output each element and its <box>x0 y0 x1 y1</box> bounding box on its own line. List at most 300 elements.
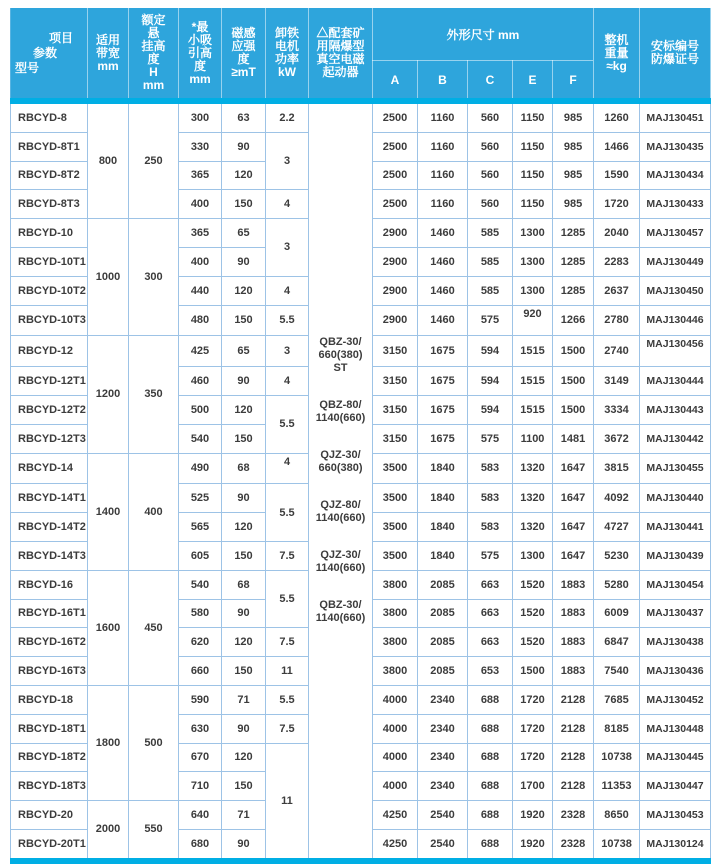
cell-b: 2085 <box>418 628 468 657</box>
cell-f: 1647 <box>553 453 594 484</box>
cell-power: 11 <box>266 657 309 686</box>
cell-c: 575 <box>468 541 513 570</box>
cell-attract: 400 <box>179 247 222 276</box>
cell-attract: 580 <box>179 599 222 628</box>
cell-mag: 68 <box>222 453 266 484</box>
header-line: *最 <box>191 19 209 34</box>
cell-mag: 63 <box>222 101 266 132</box>
cell-mag: 120 <box>222 395 266 424</box>
cell-e: 1520 <box>513 599 553 628</box>
cell-c: 575 <box>468 305 513 336</box>
cell-cert: MAJ130441 <box>640 513 711 542</box>
cell-e: 1150 <box>513 132 553 161</box>
cell-c: 688 <box>468 743 513 772</box>
cell-a: 4250 <box>373 801 418 830</box>
header-line: 适用 <box>95 32 120 47</box>
cell-f: 1883 <box>553 657 594 686</box>
cell-weight: 1466 <box>594 132 640 161</box>
cell-a: 3150 <box>373 336 418 367</box>
cell-e: 920 <box>513 305 553 336</box>
cell-weight: 6009 <box>594 599 640 628</box>
cell-e: 1320 <box>513 453 553 484</box>
cell-f: 2128 <box>553 772 594 801</box>
cell-power: 3 <box>266 336 309 367</box>
header-line: mm <box>189 71 211 86</box>
cell-c: 663 <box>468 599 513 628</box>
cell-b: 1840 <box>418 541 468 570</box>
cell-c: 663 <box>468 628 513 657</box>
header-line: mm <box>142 78 165 92</box>
cell-mag: 71 <box>222 801 266 830</box>
cell-cert: MAJ130447 <box>640 772 711 801</box>
cell-e: 1920 <box>513 801 553 830</box>
cell-attract: 400 <box>179 190 222 219</box>
cell-cert: MAJ130455 <box>640 453 711 484</box>
cell-cert: MAJ130437 <box>640 599 711 628</box>
table-header <box>11 8 711 101</box>
cell-b: 1840 <box>418 513 468 542</box>
cell-attract: 365 <box>179 161 222 190</box>
cell-e: 1500 <box>513 657 553 686</box>
cell-cert: MAJ130457 <box>640 219 711 248</box>
cell-weight: 1590 <box>594 161 640 190</box>
cell-b: 1675 <box>418 424 468 453</box>
cell-power: 11 <box>266 743 309 861</box>
cell-power: 5.5 <box>266 305 309 336</box>
cell-mag: 150 <box>222 424 266 453</box>
cell-model: RBCYD-20T1 <box>11 829 88 860</box>
cell-b: 1160 <box>418 101 468 132</box>
cell-attract: 525 <box>179 484 222 513</box>
cell-power: 7.5 <box>266 628 309 657</box>
cell-mag: 90 <box>222 599 266 628</box>
cell-starter <box>309 101 373 861</box>
header-line: 参数 <box>33 45 58 60</box>
header-magnetic <box>222 8 266 101</box>
cell-e: 1300 <box>513 541 553 570</box>
cell-b: 1160 <box>418 132 468 161</box>
cell-attract: 500 <box>179 395 222 424</box>
header-line: 电机 <box>274 39 299 53</box>
cell-f: 1883 <box>553 628 594 657</box>
cell-b: 1160 <box>418 190 468 219</box>
cell-c: 594 <box>468 367 513 396</box>
cell-model: RBCYD-16T2 <box>11 628 88 657</box>
cell-c: 583 <box>468 453 513 484</box>
cell-b: 2085 <box>418 657 468 686</box>
starter-entry: QJZ-30/ 660(380) <box>318 449 363 475</box>
header-line: 用隔爆型 <box>316 39 365 53</box>
cell-model: RBCYD-10T1 <box>11 247 88 276</box>
cell-cert: MAJ130446 <box>640 305 711 336</box>
cell-f: 985 <box>553 132 594 161</box>
cell-c: 594 <box>468 336 513 367</box>
cell-f: 1883 <box>553 570 594 599</box>
cell-e: 1720 <box>513 685 553 714</box>
cell-cert: MAJ130435 <box>640 132 711 161</box>
cell-model: RBCYD-18T3 <box>11 772 88 801</box>
cell-e: 1515 <box>513 367 553 396</box>
cell-b: 1675 <box>418 395 468 424</box>
cell-a: 2500 <box>373 190 418 219</box>
cell-width: 1200 <box>88 336 129 453</box>
starter-entry: QJZ-30/ 1140(660) <box>315 549 366 575</box>
header-dimensions: 外形尺寸 mm <box>373 8 594 61</box>
cell-model: RBCYD-12 <box>11 336 88 367</box>
cell-attract: 330 <box>179 132 222 161</box>
cell-model: RBCYD-8T2 <box>11 161 88 190</box>
cell-mag: 120 <box>222 628 266 657</box>
cell-weight: 4092 <box>594 484 640 513</box>
header-line: kW <box>278 65 296 79</box>
cell-mag: 120 <box>222 161 266 190</box>
cell-height: 350 <box>129 336 179 453</box>
cell-f: 2128 <box>553 743 594 772</box>
starter-entry: QBZ-80/ 1140(660) <box>315 399 366 425</box>
cell-a: 2900 <box>373 276 418 305</box>
header-dim-f: F <box>553 61 594 102</box>
cell-f: 1883 <box>553 599 594 628</box>
header-dim-a: A <box>373 61 418 102</box>
cell-e: 1100 <box>513 424 553 453</box>
cell-b: 2340 <box>418 685 468 714</box>
cell-a: 3150 <box>373 367 418 396</box>
cell-a: 3150 <box>373 395 418 424</box>
starter-entry: QJZ-80/ 1140(660) <box>315 499 366 525</box>
cell-c: 560 <box>468 190 513 219</box>
cell-mag: 68 <box>222 570 266 599</box>
cell-cert: MAJ130452 <box>640 685 711 714</box>
header-min-attract <box>179 8 222 101</box>
cell-attract: 680 <box>179 829 222 860</box>
cell-f: 1285 <box>553 219 594 248</box>
table-body <box>11 101 711 861</box>
table-row <box>11 101 711 132</box>
cell-weight: 10738 <box>594 743 640 772</box>
cell-weight: 4727 <box>594 513 640 542</box>
cell-b: 2540 <box>418 801 468 830</box>
cell-cert: MAJ130442 <box>640 424 711 453</box>
header-line: 项目 <box>49 30 74 45</box>
cell-b: 1160 <box>418 161 468 190</box>
cell-power: 5.5 <box>266 395 309 453</box>
cell-c: 585 <box>468 219 513 248</box>
cell-mag: 120 <box>222 276 266 305</box>
cell-attract: 660 <box>179 657 222 686</box>
header-line: 重量 <box>604 45 629 60</box>
cell-width: 1000 <box>88 219 129 336</box>
cell-weight: 2780 <box>594 305 640 336</box>
cell-cert: MAJ130436 <box>640 657 711 686</box>
cell-c: 583 <box>468 484 513 513</box>
spec-table <box>10 8 711 864</box>
cell-b: 2340 <box>418 743 468 772</box>
cell-weight: 1260 <box>594 101 640 132</box>
header-dim-c: C <box>468 61 513 102</box>
cell-height: 250 <box>129 101 179 219</box>
cell-c: 688 <box>468 772 513 801</box>
cell-a: 4250 <box>373 829 418 860</box>
cell-cert: MAJ130451 <box>640 101 711 132</box>
cell-model: RBCYD-10T2 <box>11 276 88 305</box>
cell-mag: 150 <box>222 190 266 219</box>
cell-model: RBCYD-8T3 <box>11 190 88 219</box>
cell-attract: 460 <box>179 367 222 396</box>
header-motor-power <box>266 8 309 101</box>
header-dim-b: B <box>418 61 468 102</box>
cell-b: 1460 <box>418 219 468 248</box>
cell-e: 1300 <box>513 276 553 305</box>
cell-e: 1320 <box>513 513 553 542</box>
cell-e: 1320 <box>513 484 553 513</box>
cell-cert: MAJ130443 <box>640 395 711 424</box>
cell-a: 4000 <box>373 772 418 801</box>
cell-power: 7.5 <box>266 541 309 570</box>
cell-attract: 365 <box>179 219 222 248</box>
cell-a: 2500 <box>373 132 418 161</box>
cell-f: 2328 <box>553 801 594 830</box>
cell-power: 4 <box>266 276 309 305</box>
cell-power: 5.5 <box>266 685 309 714</box>
cell-a: 2500 <box>373 101 418 132</box>
cell-c: 653 <box>468 657 513 686</box>
cell-a: 3800 <box>373 570 418 599</box>
header-line: 卸铁 <box>274 26 299 40</box>
cell-attract: 300 <box>179 101 222 132</box>
cell-cert: MAJ130450 <box>640 276 711 305</box>
cell-mag: 90 <box>222 132 266 161</box>
cell-c: 688 <box>468 714 513 743</box>
cell-power: 5.5 <box>266 484 309 542</box>
cell-c: 688 <box>468 829 513 860</box>
cell-e: 1520 <box>513 628 553 657</box>
cell-attract: 640 <box>179 801 222 830</box>
cell-b: 2540 <box>418 829 468 860</box>
cell-cert: MAJ130438 <box>640 628 711 657</box>
cell-mag: 90 <box>222 484 266 513</box>
cell-attract: 540 <box>179 570 222 599</box>
cell-cert: MAJ130124 <box>640 829 711 860</box>
cell-b: 2340 <box>418 772 468 801</box>
cell-attract: 630 <box>179 714 222 743</box>
cell-weight: 2637 <box>594 276 640 305</box>
header-line: 真空电磁 <box>316 52 365 66</box>
cell-f: 1500 <box>553 395 594 424</box>
cell-attract: 540 <box>179 424 222 453</box>
header-line: 型号 <box>15 60 40 75</box>
header-line: 度 <box>193 58 206 73</box>
cell-model: RBCYD-18T1 <box>11 714 88 743</box>
cell-weight: 2283 <box>594 247 640 276</box>
cell-weight: 5280 <box>594 570 640 599</box>
header-line: mm <box>97 58 119 73</box>
cell-weight: 3149 <box>594 367 640 396</box>
header-line: 小吸 <box>187 32 212 47</box>
cell-e: 1520 <box>513 570 553 599</box>
cell-weight: 3334 <box>594 395 640 424</box>
header-line: 功率 <box>274 52 299 66</box>
cell-a: 3500 <box>373 484 418 513</box>
cell-e: 1720 <box>513 714 553 743</box>
cell-f: 1266 <box>553 305 594 336</box>
header-dim-e: E <box>513 61 553 102</box>
cell-a: 2900 <box>373 305 418 336</box>
cell-cert: MAJ130449 <box>640 247 711 276</box>
cell-height: 550 <box>129 801 179 861</box>
header-bandwidth <box>88 8 129 101</box>
cell-model: RBCYD-16 <box>11 570 88 599</box>
cell-e: 1720 <box>513 743 553 772</box>
cell-model: RBCYD-8 <box>11 101 88 132</box>
header-line: H <box>149 65 158 79</box>
header-line: 安标编号 <box>651 39 700 53</box>
cell-mag: 150 <box>222 657 266 686</box>
header-line: 起动器 <box>322 65 359 79</box>
cell-cert: MAJ130440 <box>640 484 711 513</box>
cell-f: 1647 <box>553 541 594 570</box>
header-line: 整机 <box>604 32 629 47</box>
cell-model: RBCYD-12T1 <box>11 367 88 396</box>
cell-e: 1150 <box>513 101 553 132</box>
cell-b: 1675 <box>418 367 468 396</box>
cell-e: 1300 <box>513 247 553 276</box>
cell-cert: MAJ130445 <box>640 743 711 772</box>
cell-mag: 120 <box>222 743 266 772</box>
cell-weight: 7540 <box>594 657 640 686</box>
cell-b: 1840 <box>418 484 468 513</box>
cell-f: 2328 <box>553 829 594 860</box>
cell-c: 594 <box>468 395 513 424</box>
cell-power: 4 <box>266 453 309 484</box>
cell-model: RBCYD-20 <box>11 801 88 830</box>
cell-a: 3800 <box>373 657 418 686</box>
starter-entry: QBZ-30/ 660(380) ST <box>318 336 363 375</box>
cell-a: 2500 <box>373 161 418 190</box>
cell-weight: 2040 <box>594 219 640 248</box>
cell-a: 3800 <box>373 628 418 657</box>
cell-mag: 65 <box>222 336 266 367</box>
cell-width: 1600 <box>88 570 129 685</box>
header-model-corner <box>11 8 88 101</box>
cell-e: 1150 <box>513 161 553 190</box>
cell-model: RBCYD-14T3 <box>11 541 88 570</box>
cell-model: RBCYD-8T1 <box>11 132 88 161</box>
cell-model: RBCYD-18 <box>11 685 88 714</box>
header-line: ≈kg <box>606 58 627 73</box>
spec-table-container <box>10 8 710 864</box>
cell-b: 1460 <box>418 305 468 336</box>
cell-a: 4000 <box>373 714 418 743</box>
cell-weight: 2740 <box>594 336 640 367</box>
cell-mag: 71 <box>222 685 266 714</box>
cell-attract: 620 <box>179 628 222 657</box>
cell-weight: 3672 <box>594 424 640 453</box>
cell-c: 560 <box>468 161 513 190</box>
cell-b: 1460 <box>418 276 468 305</box>
cell-model: RBCYD-14T2 <box>11 513 88 542</box>
cell-width: 2000 <box>88 801 129 861</box>
cell-cert: MAJ130433 <box>640 190 711 219</box>
cell-mag: 150 <box>222 772 266 801</box>
cell-model: RBCYD-16T3 <box>11 657 88 686</box>
cell-f: 1285 <box>553 276 594 305</box>
cell-mag: 90 <box>222 367 266 396</box>
header-line: ≥mT <box>231 65 256 79</box>
cell-attract: 605 <box>179 541 222 570</box>
cell-attract: 480 <box>179 305 222 336</box>
cell-power: 3 <box>266 219 309 277</box>
cell-cert: MAJ130448 <box>640 714 711 743</box>
cell-weight: 11353 <box>594 772 640 801</box>
cell-b: 2340 <box>418 714 468 743</box>
cell-a: 3500 <box>373 541 418 570</box>
cell-f: 1647 <box>553 484 594 513</box>
cell-b: 1460 <box>418 247 468 276</box>
cell-model: RBCYD-14 <box>11 453 88 484</box>
cell-e: 1515 <box>513 336 553 367</box>
cell-e: 1515 <box>513 395 553 424</box>
header-line: 防爆证号 <box>651 52 700 66</box>
cell-a: 4000 <box>373 685 418 714</box>
header-line: 额定 <box>141 13 166 27</box>
cell-mag: 90 <box>222 247 266 276</box>
cell-c: 663 <box>468 570 513 599</box>
starter-list <box>309 104 372 858</box>
cell-power: 3 <box>266 132 309 190</box>
cell-c: 688 <box>468 685 513 714</box>
cell-weight: 3815 <box>594 453 640 484</box>
cell-model: RBCYD-10 <box>11 219 88 248</box>
cell-model: RBCYD-10T3 <box>11 305 88 336</box>
cell-attract: 710 <box>179 772 222 801</box>
starter-entry: QBZ-30/ 1140(660) <box>315 599 366 625</box>
cell-height: 400 <box>129 453 179 570</box>
cell-mag: 150 <box>222 541 266 570</box>
cell-a: 3500 <box>373 453 418 484</box>
cell-c: 585 <box>468 247 513 276</box>
header-hang-height <box>129 8 179 101</box>
cell-cert: MAJ130439 <box>640 541 711 570</box>
cell-model: RBCYD-14T1 <box>11 484 88 513</box>
header-line: 引高 <box>187 45 212 60</box>
cell-mag: 90 <box>222 714 266 743</box>
cell-mag: 90 <box>222 829 266 860</box>
cell-height: 450 <box>129 570 179 685</box>
header-starter <box>309 8 373 101</box>
cell-height: 300 <box>129 219 179 336</box>
cell-cert: MAJ130454 <box>640 570 711 599</box>
cell-e: 1150 <box>513 190 553 219</box>
cell-weight: 7685 <box>594 685 640 714</box>
cell-a: 4000 <box>373 743 418 772</box>
cell-model: RBCYD-16T1 <box>11 599 88 628</box>
cell-f: 2128 <box>553 714 594 743</box>
cell-cert: MAJ130453 <box>640 801 711 830</box>
cell-a: 3150 <box>373 424 418 453</box>
cell-attract: 440 <box>179 276 222 305</box>
header-weight <box>594 8 640 101</box>
header-line: 应强 <box>231 39 256 53</box>
cell-mag: 120 <box>222 513 266 542</box>
cell-weight: 10738 <box>594 829 640 860</box>
cell-c: 585 <box>468 276 513 305</box>
cell-b: 1675 <box>418 336 468 367</box>
cell-attract: 490 <box>179 453 222 484</box>
cell-weight: 8650 <box>594 801 640 830</box>
header-cert <box>640 8 711 101</box>
header-line: 挂高 <box>141 39 166 53</box>
cell-model: RBCYD-18T2 <box>11 743 88 772</box>
